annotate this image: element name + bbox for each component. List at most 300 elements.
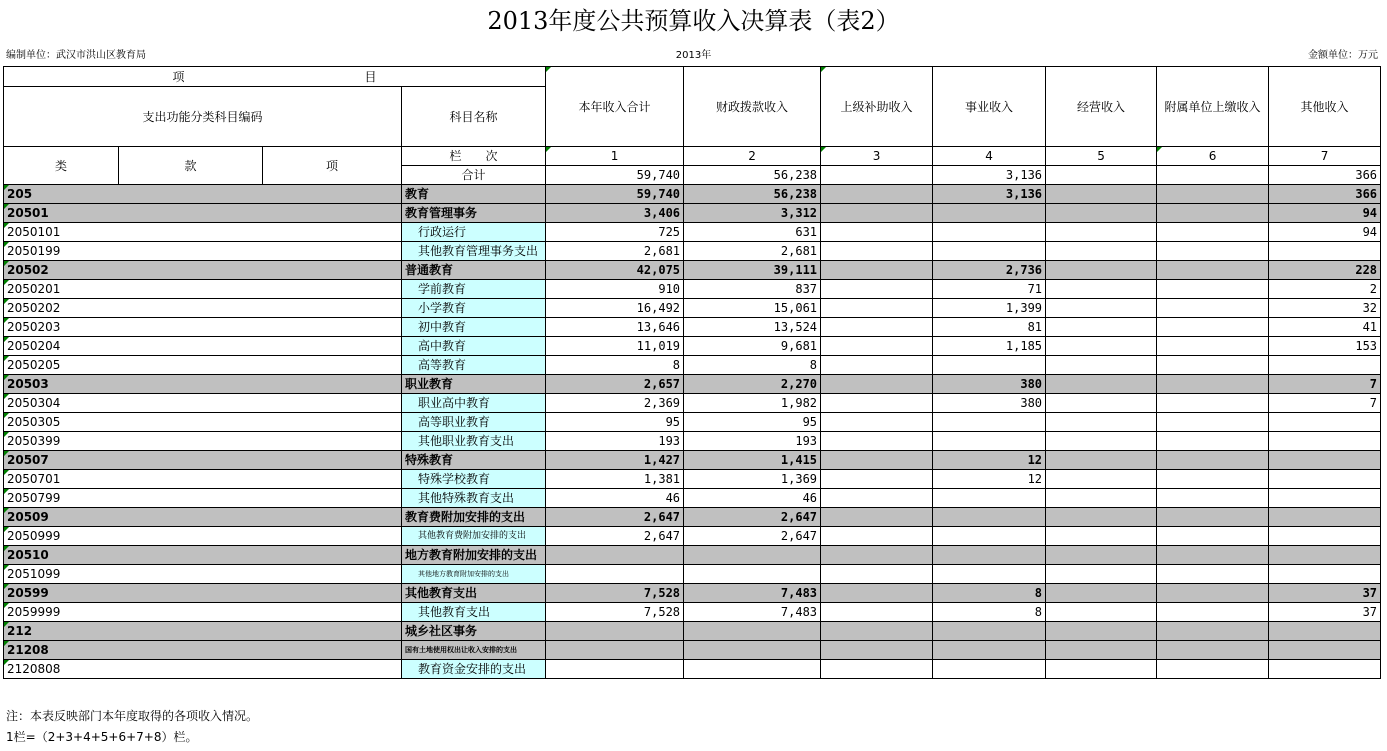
value-col-3 xyxy=(821,375,933,394)
subject-code: 2050205 xyxy=(4,356,119,375)
value-col-5 xyxy=(1046,603,1157,622)
subject-name: 教育资金安排的支出 xyxy=(402,660,546,679)
header-col-7: 其他收入 xyxy=(1269,67,1381,147)
value-col-1: 2,657 xyxy=(546,375,684,394)
table-row xyxy=(4,660,1381,679)
value-col-7: 94 xyxy=(1269,204,1381,223)
value-col-5 xyxy=(1046,261,1157,280)
value-col-7 xyxy=(1269,451,1381,470)
value-col-7 xyxy=(1269,622,1381,641)
value-col-1: 42,075 xyxy=(546,261,684,280)
value-col-7 xyxy=(1269,508,1381,527)
subject-code: 20501 xyxy=(4,204,119,223)
value-col-6 xyxy=(1157,565,1269,584)
subject-name: 普通教育 xyxy=(402,261,546,280)
value-col-2 xyxy=(684,546,821,565)
value-col-6 xyxy=(1157,356,1269,375)
subject-code: 2050201 xyxy=(4,280,119,299)
code-spacer xyxy=(263,394,402,413)
total-value-col-3 xyxy=(821,166,933,185)
value-col-4 xyxy=(933,356,1046,375)
value-col-4 xyxy=(933,223,1046,242)
value-col-7: 94 xyxy=(1269,223,1381,242)
subject-code: 20599 xyxy=(4,584,119,603)
value-col-5 xyxy=(1046,508,1157,527)
code-spacer xyxy=(119,318,263,337)
value-col-6 xyxy=(1157,470,1269,489)
table-row xyxy=(4,299,1381,318)
table-row xyxy=(4,432,1381,451)
subject-name: 教育 xyxy=(402,185,546,204)
code-spacer xyxy=(119,280,263,299)
value-col-5 xyxy=(1046,204,1157,223)
value-col-2: 15,061 xyxy=(684,299,821,318)
header-subject-name: 科目名称 xyxy=(402,87,546,147)
subject-name: 地方教育附加安排的支出 xyxy=(402,546,546,565)
code-spacer xyxy=(263,546,402,565)
value-col-6 xyxy=(1157,242,1269,261)
value-col-7: 2 xyxy=(1269,280,1381,299)
code-spacer xyxy=(263,204,402,223)
table-row xyxy=(4,318,1381,337)
value-col-3 xyxy=(821,223,933,242)
header-col-6: 附属单位上缴收入 xyxy=(1157,67,1269,147)
code-spacer xyxy=(119,299,263,318)
page-title: 2013年度公共预算收入决算表（表2） xyxy=(487,7,900,35)
value-col-6 xyxy=(1157,394,1269,413)
value-col-7 xyxy=(1269,242,1381,261)
subject-code: 2059999 xyxy=(4,603,119,622)
code-spacer xyxy=(263,641,402,660)
code-spacer xyxy=(263,318,402,337)
value-col-3 xyxy=(821,280,933,299)
value-col-3 xyxy=(821,603,933,622)
table-row xyxy=(4,584,1381,603)
subject-name: 初中教育 xyxy=(402,318,546,337)
code-spacer xyxy=(119,356,263,375)
table-row xyxy=(4,375,1381,394)
subject-code: 2050304 xyxy=(4,394,119,413)
value-col-3 xyxy=(821,622,933,641)
subject-name: 教育费附加安排的支出 xyxy=(402,508,546,527)
value-col-4: 8 xyxy=(933,584,1046,603)
code-spacer xyxy=(263,185,402,204)
value-col-1: 193 xyxy=(546,432,684,451)
col-num-1: 1 xyxy=(546,147,684,166)
subject-code: 2050204 xyxy=(4,337,119,356)
code-spacer xyxy=(119,641,263,660)
value-col-5 xyxy=(1046,242,1157,261)
value-col-1 xyxy=(546,565,684,584)
value-col-5 xyxy=(1046,223,1157,242)
table-row xyxy=(4,204,1381,223)
table-row xyxy=(4,261,1381,280)
value-col-4 xyxy=(933,660,1046,679)
value-col-2: 1,415 xyxy=(684,451,821,470)
value-col-4: 8 xyxy=(933,603,1046,622)
value-col-3 xyxy=(821,337,933,356)
value-col-3 xyxy=(821,584,933,603)
header-col-4: 事业收入 xyxy=(933,67,1046,147)
value-col-2: 56,238 xyxy=(684,185,821,204)
subject-code: 20503 xyxy=(4,375,119,394)
col-num-3: 3 xyxy=(821,147,933,166)
value-col-1: 2,647 xyxy=(546,527,684,546)
value-col-2: 631 xyxy=(684,223,821,242)
value-col-6 xyxy=(1157,660,1269,679)
value-col-2 xyxy=(684,622,821,641)
value-col-5 xyxy=(1046,470,1157,489)
total-value-col-6 xyxy=(1157,166,1269,185)
code-spacer xyxy=(263,470,402,489)
value-col-7 xyxy=(1269,527,1381,546)
value-col-2: 1,982 xyxy=(684,394,821,413)
value-col-7 xyxy=(1269,470,1381,489)
code-spacer xyxy=(263,280,402,299)
value-col-4 xyxy=(933,565,1046,584)
subject-name: 职业高中教育 xyxy=(402,394,546,413)
code-spacer xyxy=(263,603,402,622)
subject-name: 职业教育 xyxy=(402,375,546,394)
compiling-unit: 编制单位：武汉市洪山区教育局 xyxy=(6,50,146,61)
value-col-5 xyxy=(1046,356,1157,375)
value-col-2 xyxy=(684,660,821,679)
table-row xyxy=(4,337,1381,356)
header-item: 项 目 xyxy=(4,67,546,87)
subject-name: 其他教育费附加安排的支出 xyxy=(402,527,546,546)
col-num-7: 7 xyxy=(1269,147,1381,166)
value-col-1: 2,681 xyxy=(546,242,684,261)
value-col-3 xyxy=(821,660,933,679)
code-spacer xyxy=(119,432,263,451)
value-col-2: 46 xyxy=(684,489,821,508)
table-row xyxy=(4,223,1381,242)
subject-code: 20507 xyxy=(4,451,119,470)
code-spacer xyxy=(263,660,402,679)
code-spacer xyxy=(119,565,263,584)
total-value-col-4: 3,136 xyxy=(933,166,1046,185)
subject-name: 高中教育 xyxy=(402,337,546,356)
value-col-5 xyxy=(1046,660,1157,679)
value-col-1 xyxy=(546,622,684,641)
subject-name: 其他教育支出 xyxy=(402,603,546,622)
value-col-7: 228 xyxy=(1269,261,1381,280)
value-col-7: 41 xyxy=(1269,318,1381,337)
total-value-col-1: 59,740 xyxy=(546,166,684,185)
value-col-4: 12 xyxy=(933,470,1046,489)
subject-code: 2051099 xyxy=(4,565,119,584)
value-col-4 xyxy=(933,508,1046,527)
header-lei: 类 xyxy=(4,147,119,185)
subject-code: 2050999 xyxy=(4,527,119,546)
value-col-6 xyxy=(1157,299,1269,318)
subject-name: 其他教育支出 xyxy=(402,584,546,603)
report-year: 2013年 xyxy=(675,50,712,61)
code-spacer xyxy=(119,527,263,546)
value-col-4: 81 xyxy=(933,318,1046,337)
value-col-2: 2,270 xyxy=(684,375,821,394)
value-col-4: 12 xyxy=(933,451,1046,470)
value-col-7 xyxy=(1269,413,1381,432)
value-col-3 xyxy=(821,299,933,318)
value-col-7: 7 xyxy=(1269,394,1381,413)
subject-name: 高等职业教育 xyxy=(402,413,546,432)
value-col-3 xyxy=(821,641,933,660)
value-col-4 xyxy=(933,242,1046,261)
subject-name: 国有土地使用权出让收入安排的支出 xyxy=(402,641,546,660)
table-row xyxy=(4,280,1381,299)
total-value-col-2: 56,238 xyxy=(684,166,821,185)
subject-code: 2050203 xyxy=(4,318,119,337)
value-col-3 xyxy=(821,546,933,565)
code-spacer xyxy=(263,242,402,261)
value-col-3 xyxy=(821,565,933,584)
amount-unit: 金额单位：万元 xyxy=(1308,50,1378,61)
value-col-2: 39,111 xyxy=(684,261,821,280)
code-spacer xyxy=(263,337,402,356)
code-spacer xyxy=(119,584,263,603)
value-col-7: 7 xyxy=(1269,375,1381,394)
value-col-6 xyxy=(1157,527,1269,546)
code-spacer xyxy=(119,394,263,413)
value-col-6 xyxy=(1157,603,1269,622)
value-col-4: 1,185 xyxy=(933,337,1046,356)
value-col-3 xyxy=(821,508,933,527)
value-col-5 xyxy=(1046,299,1157,318)
value-col-2: 2,647 xyxy=(684,508,821,527)
value-col-4: 1,399 xyxy=(933,299,1046,318)
value-col-6 xyxy=(1157,546,1269,565)
subject-code: 2050399 xyxy=(4,432,119,451)
value-col-6 xyxy=(1157,451,1269,470)
value-col-2: 1,369 xyxy=(684,470,821,489)
value-col-3 xyxy=(821,356,933,375)
value-col-1: 3,406 xyxy=(546,204,684,223)
value-col-1 xyxy=(546,660,684,679)
value-col-2: 2,647 xyxy=(684,527,821,546)
code-spacer xyxy=(119,546,263,565)
code-spacer xyxy=(263,413,402,432)
header-lanci: 栏 次 xyxy=(402,147,546,166)
note-line-1: 注：本表反映部门本年度取得的各项收入情况。 xyxy=(6,709,259,723)
value-col-5 xyxy=(1046,432,1157,451)
subject-name: 其他职业教育支出 xyxy=(402,432,546,451)
value-col-6 xyxy=(1157,375,1269,394)
value-col-1: 46 xyxy=(546,489,684,508)
value-col-1: 59,740 xyxy=(546,185,684,204)
value-col-7 xyxy=(1269,641,1381,660)
value-col-6 xyxy=(1157,508,1269,527)
table-row xyxy=(4,489,1381,508)
subject-name: 其他特殊教育支出 xyxy=(402,489,546,508)
value-col-2: 9,681 xyxy=(684,337,821,356)
value-col-1: 11,019 xyxy=(546,337,684,356)
value-col-3 xyxy=(821,394,933,413)
code-spacer xyxy=(119,660,263,679)
code-spacer xyxy=(263,489,402,508)
value-col-3 xyxy=(821,261,933,280)
code-spacer xyxy=(119,185,263,204)
value-col-6 xyxy=(1157,223,1269,242)
value-col-5 xyxy=(1046,375,1157,394)
table-row xyxy=(4,603,1381,622)
total-value-col-5 xyxy=(1046,166,1157,185)
value-col-7 xyxy=(1269,546,1381,565)
value-col-6 xyxy=(1157,185,1269,204)
header-col-3: 上级补助收入 xyxy=(821,67,933,147)
subject-code: 2050799 xyxy=(4,489,119,508)
value-col-1: 16,492 xyxy=(546,299,684,318)
code-spacer xyxy=(119,508,263,527)
value-col-5 xyxy=(1046,641,1157,660)
code-spacer xyxy=(263,356,402,375)
table-row xyxy=(4,451,1381,470)
value-col-7 xyxy=(1269,565,1381,584)
subject-name: 教育管理事务 xyxy=(402,204,546,223)
value-col-7 xyxy=(1269,489,1381,508)
value-col-3 xyxy=(821,318,933,337)
code-spacer xyxy=(119,413,263,432)
value-col-4 xyxy=(933,413,1046,432)
subject-name: 其他地方教育附加安排的支出 xyxy=(402,565,546,584)
subject-code: 20510 xyxy=(4,546,119,565)
code-spacer xyxy=(119,261,263,280)
code-spacer xyxy=(263,223,402,242)
value-col-5 xyxy=(1046,185,1157,204)
value-col-5 xyxy=(1046,337,1157,356)
value-col-6 xyxy=(1157,584,1269,603)
value-col-5 xyxy=(1046,565,1157,584)
table-row xyxy=(4,527,1381,546)
table-row xyxy=(4,508,1381,527)
header-col-5: 经营收入 xyxy=(1046,67,1157,147)
table-row xyxy=(4,356,1381,375)
value-col-7: 37 xyxy=(1269,603,1381,622)
value-col-7 xyxy=(1269,660,1381,679)
col-num-5: 5 xyxy=(1046,147,1157,166)
subject-name: 城乡社区事务 xyxy=(402,622,546,641)
code-spacer xyxy=(263,261,402,280)
code-spacer xyxy=(119,603,263,622)
subject-code: 21208 xyxy=(4,641,119,660)
value-col-2: 95 xyxy=(684,413,821,432)
value-col-6 xyxy=(1157,204,1269,223)
value-col-2: 8 xyxy=(684,356,821,375)
table-row xyxy=(4,565,1381,584)
value-col-1: 1,381 xyxy=(546,470,684,489)
value-col-4: 2,736 xyxy=(933,261,1046,280)
value-col-7 xyxy=(1269,356,1381,375)
value-col-1: 1,427 xyxy=(546,451,684,470)
value-col-1: 13,646 xyxy=(546,318,684,337)
code-spacer xyxy=(263,432,402,451)
value-col-7: 153 xyxy=(1269,337,1381,356)
code-spacer xyxy=(119,337,263,356)
subject-code: 2050202 xyxy=(4,299,119,318)
subject-name: 特殊教育 xyxy=(402,451,546,470)
table-row xyxy=(4,622,1381,641)
table-row xyxy=(4,546,1381,565)
subject-name: 特殊学校教育 xyxy=(402,470,546,489)
value-col-3 xyxy=(821,242,933,261)
value-col-6 xyxy=(1157,261,1269,280)
code-spacer xyxy=(263,375,402,394)
value-col-1: 2,369 xyxy=(546,394,684,413)
code-spacer xyxy=(119,242,263,261)
value-col-3 xyxy=(821,451,933,470)
value-col-6 xyxy=(1157,337,1269,356)
value-col-2: 193 xyxy=(684,432,821,451)
value-col-3 xyxy=(821,413,933,432)
value-col-4 xyxy=(933,489,1046,508)
value-col-3 xyxy=(821,204,933,223)
value-col-3 xyxy=(821,527,933,546)
value-col-1: 7,528 xyxy=(546,603,684,622)
value-col-7 xyxy=(1269,432,1381,451)
value-col-4 xyxy=(933,527,1046,546)
value-col-5 xyxy=(1046,489,1157,508)
code-spacer xyxy=(263,508,402,527)
value-col-2: 7,483 xyxy=(684,584,821,603)
subject-name: 小学教育 xyxy=(402,299,546,318)
value-col-5 xyxy=(1046,451,1157,470)
value-col-4 xyxy=(933,622,1046,641)
value-col-4 xyxy=(933,546,1046,565)
value-col-5 xyxy=(1046,584,1157,603)
value-col-3 xyxy=(821,489,933,508)
code-spacer xyxy=(263,622,402,641)
code-spacer xyxy=(263,451,402,470)
value-col-5 xyxy=(1046,280,1157,299)
value-col-2 xyxy=(684,641,821,660)
subject-code: 205 xyxy=(4,185,119,204)
value-col-1: 725 xyxy=(546,223,684,242)
code-spacer xyxy=(119,489,263,508)
value-col-5 xyxy=(1046,318,1157,337)
value-col-2: 3,312 xyxy=(684,204,821,223)
value-col-5 xyxy=(1046,546,1157,565)
value-col-4: 380 xyxy=(933,394,1046,413)
subject-name: 行政运行 xyxy=(402,223,546,242)
code-spacer xyxy=(263,565,402,584)
value-col-4 xyxy=(933,204,1046,223)
value-col-2: 13,524 xyxy=(684,318,821,337)
subject-code: 2050701 xyxy=(4,470,119,489)
value-col-3 xyxy=(821,432,933,451)
value-col-1 xyxy=(546,641,684,660)
code-spacer xyxy=(263,584,402,603)
value-col-6 xyxy=(1157,641,1269,660)
value-col-6 xyxy=(1157,622,1269,641)
value-col-4: 380 xyxy=(933,375,1046,394)
value-col-4: 71 xyxy=(933,280,1046,299)
code-spacer xyxy=(119,451,263,470)
subject-code: 212 xyxy=(4,622,119,641)
subject-code: 2050199 xyxy=(4,242,119,261)
value-col-1: 8 xyxy=(546,356,684,375)
note-line-2: 1栏=（2+3+4+5+6+7+8）栏。 xyxy=(6,730,198,744)
value-col-1: 95 xyxy=(546,413,684,432)
value-col-2: 837 xyxy=(684,280,821,299)
table-row xyxy=(4,413,1381,432)
code-spacer xyxy=(119,223,263,242)
subject-name: 学前教育 xyxy=(402,280,546,299)
value-col-6 xyxy=(1157,413,1269,432)
value-col-7: 32 xyxy=(1269,299,1381,318)
code-spacer xyxy=(119,470,263,489)
value-col-2 xyxy=(684,565,821,584)
subject-code: 20509 xyxy=(4,508,119,527)
